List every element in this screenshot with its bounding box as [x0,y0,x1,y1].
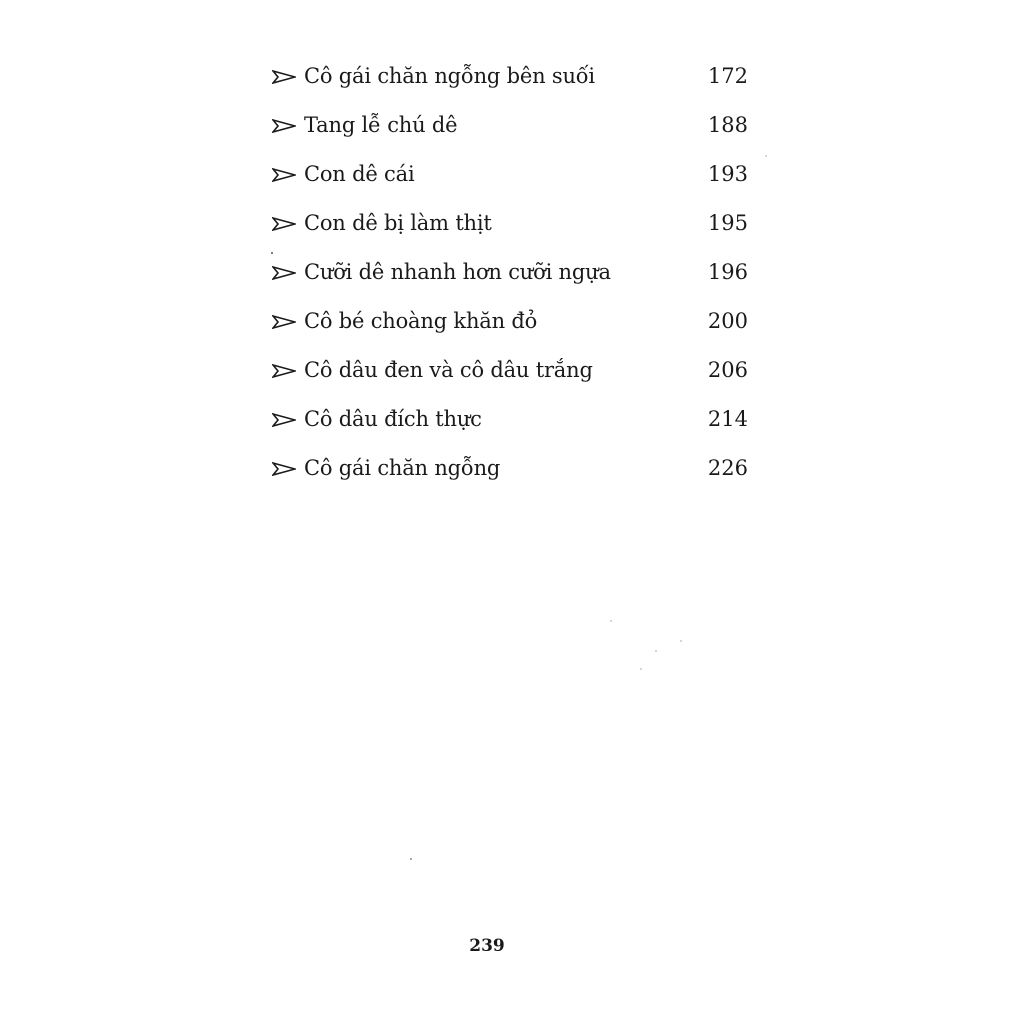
toc-entry-title: Cô gái chăn ngỗng [304,456,501,480]
arrowhead-bullet-icon [272,217,296,231]
toc-entry-page-number: 195 [707,211,748,235]
toc-entry [272,395,748,444]
toc-entry [272,248,748,297]
arrowhead-bullet-icon [272,266,296,280]
toc-entry-title: Cô gái chăn ngỗng bên suối [304,64,595,88]
toc-entry-title: Con dê cái [304,162,415,186]
toc-entry [272,199,748,248]
toc-entry-title: Con dê bị làm thịt [304,211,492,235]
arrowhead-bullet-icon [272,315,296,329]
toc-entry-page-number: 172 [707,64,748,88]
toc-entry-title: Cô bé choàng khăn đỏ [304,309,538,333]
toc-entry-page-number: 214 [707,407,748,431]
toc-entry-title: Tang lễ chú dê [304,113,458,137]
toc-entry [272,297,748,346]
arrowhead-bullet-icon [272,119,296,133]
scan-speck [655,650,657,652]
toc-entry-title: Cô dâu đích thực [304,407,482,431]
toc-entry-page-number: 200 [707,309,748,333]
scan-speck [680,640,682,642]
arrowhead-bullet-icon [272,364,296,378]
arrowhead-bullet-icon [272,462,296,476]
toc-entry [272,444,748,493]
scan-speck [640,668,642,670]
arrowhead-bullet-icon [272,413,296,427]
toc-entry-title: Cưỡi dê nhanh hơn cưỡi ngựa [304,260,611,284]
toc-entry [272,52,748,101]
toc-entry-page-number: 206 [707,358,748,382]
toc-entry [272,346,748,395]
scan-speck [765,155,767,157]
arrowhead-bullet-icon [272,70,296,84]
toc-entry-page-number: 193 [707,162,748,186]
toc-entry-page-number: 196 [707,260,748,284]
toc-entry-page-number: 188 [707,113,748,137]
arrowhead-bullet-icon [272,168,296,182]
toc-entry-page-number: 226 [707,456,748,480]
toc-entry [272,101,748,150]
scan-speck [410,858,412,860]
toc-entry [272,150,748,199]
toc-entry-title: Cô dâu đen và cô dâu trắng [304,358,593,382]
table-of-contents [272,52,748,493]
scan-speck [271,252,273,254]
page-number: 239 [469,936,505,956]
scan-speck [610,620,612,622]
